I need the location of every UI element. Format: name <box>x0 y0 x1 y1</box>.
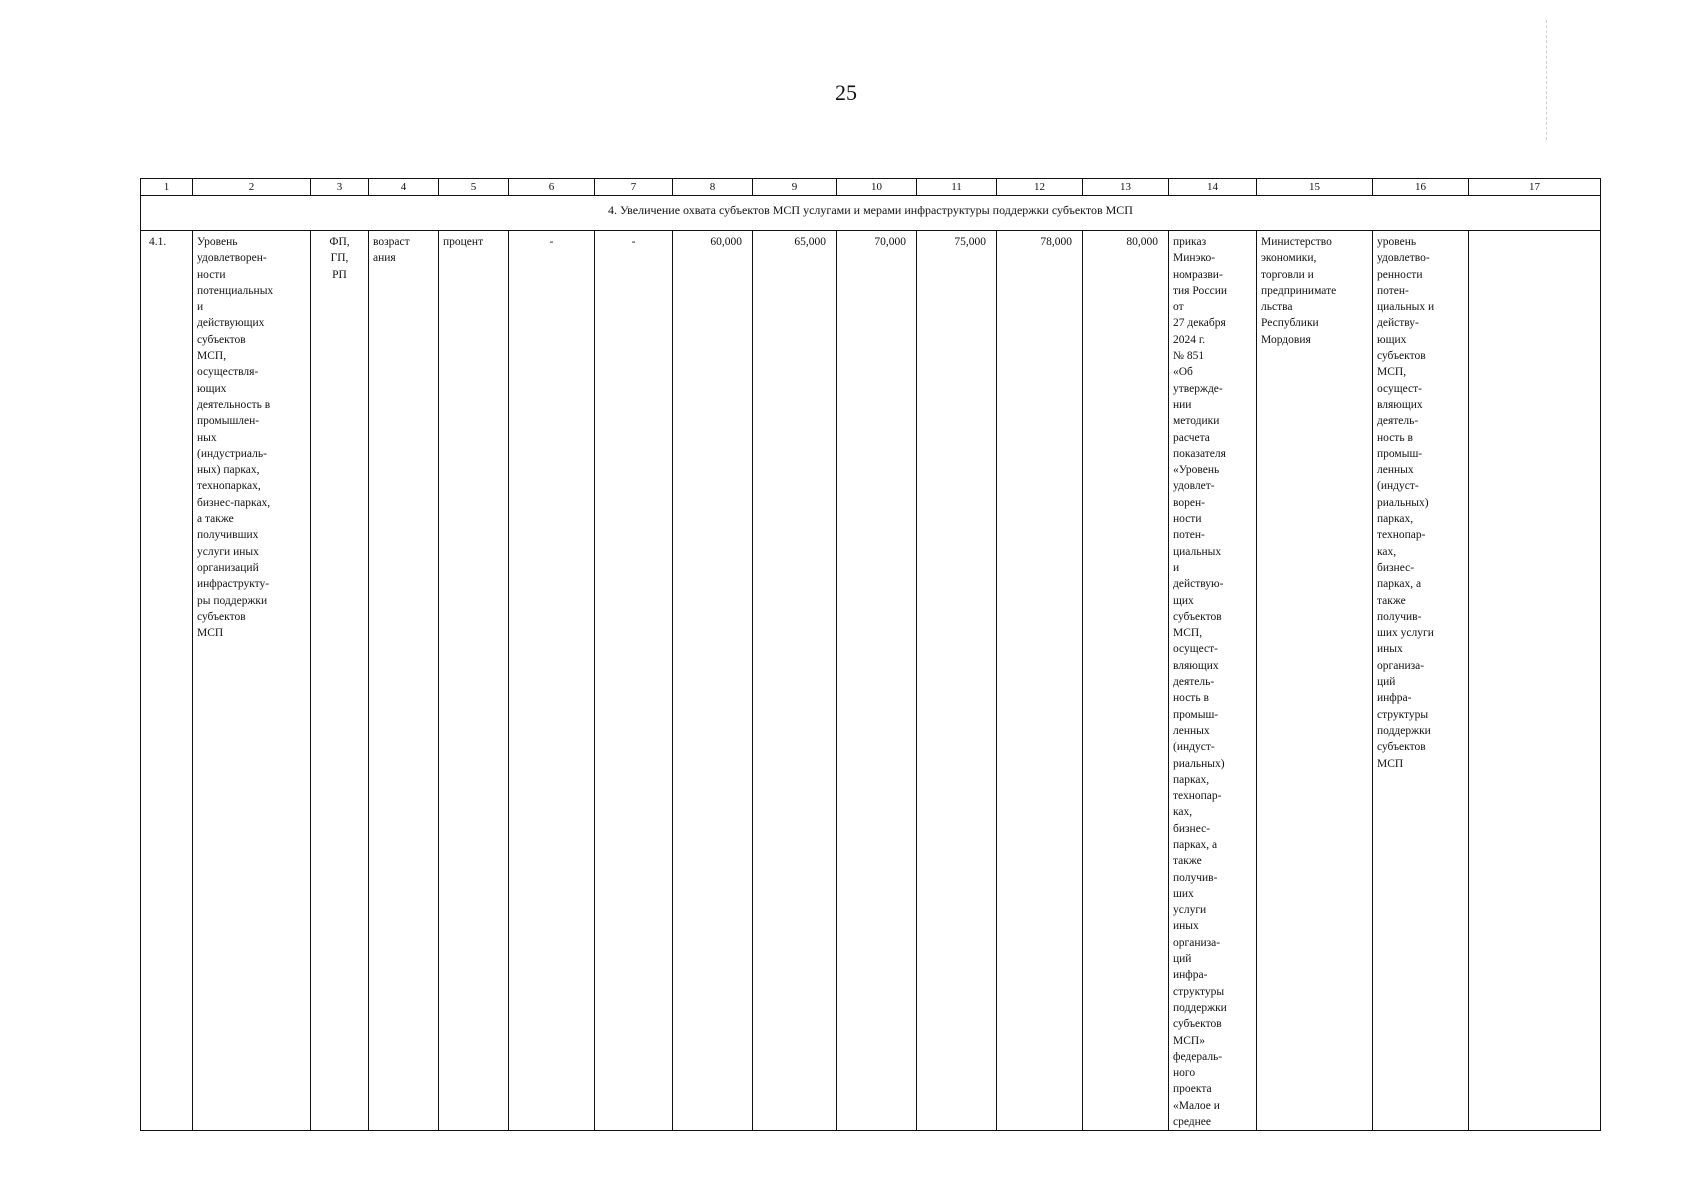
value-col-8: 60,000 <box>673 231 753 1131</box>
column-number: 2 <box>193 179 311 196</box>
column-number: 8 <box>673 179 753 196</box>
unit-of-measure: процент <box>439 231 509 1131</box>
column-number: 3 <box>311 179 369 196</box>
column-number: 16 <box>1373 179 1469 196</box>
row-number: 4.1. <box>141 231 193 1131</box>
base-value: - <box>509 231 595 1131</box>
value-col-9: 65,000 <box>753 231 837 1131</box>
methodology-document: приказ Минэко- номразви- тия России от 27 декабря 2024 г. № 851 «Об утвержде- нии методики расчета показателя «Уровень удовлет- ворен- ности потен- циальных и действую- щих субъектов МСП, осущест- вляющих деятель- ность в промыш- ленных (индуст- риальных) парках, технопар- ках, бизнес- парках, а также получив- ших услуги иных организа- ций инфра- структуры поддержки субъектов МСП» федераль- ного проекта «Малое и среднее <box>1169 231 1257 1131</box>
page-number: 25 <box>835 80 857 105</box>
column-number: 7 <box>595 179 673 196</box>
section-title: 4. Увеличение охвата субъектов МСП услугами и мерами инфраструктуры поддержки субъектов МСП <box>141 196 1601 231</box>
column-number: 12 <box>997 179 1083 196</box>
column-number: 6 <box>509 179 595 196</box>
column-number: 11 <box>917 179 997 196</box>
indicators-table <box>140 178 1601 1131</box>
table-row <box>141 231 1601 1131</box>
indicator-level: ФП, ГП, РП <box>311 231 369 1131</box>
value-col-13: 80,000 <box>1083 231 1169 1131</box>
column-number: 10 <box>837 179 917 196</box>
column-number: 15 <box>1257 179 1373 196</box>
section-row <box>141 196 1601 231</box>
column-number: 1 <box>141 179 193 196</box>
indicator-name: Уровень удовлетворен- ности потенциальных и действующих субъектов МСП, осуществля- ющих деятельность в промышлен- ных (индустриаль- ных) парках, технопарках, бизнес-парках, а также получивших услуги иных организаций инфраструкту- ры поддержки субъектов МСП <box>193 231 311 1131</box>
scan-edge-mark <box>1546 20 1547 140</box>
column-number: 13 <box>1083 179 1169 196</box>
column-number: 5 <box>439 179 509 196</box>
column-number: 4 <box>369 179 439 196</box>
value-col-12: 78,000 <box>997 231 1083 1131</box>
column-number: 14 <box>1169 179 1257 196</box>
value-col-10: 70,000 <box>837 231 917 1131</box>
linked-indicator: уровень удовлетво- ренности потен- циальных и действу- ющих субъектов МСП, осущест- вляющих деятель- ность в промыш- ленных (индуст- риальных) парках, технопар- ках, бизнес- парках, а также получив- ших услуги иных организа- ций инфра- структуры поддержки субъектов МСП <box>1373 231 1469 1131</box>
indicator-trend: возраст ания <box>369 231 439 1131</box>
column-number: 17 <box>1469 179 1601 196</box>
base-year: - <box>595 231 673 1131</box>
responsible-body: Министерство экономики, торговли и предпринимате льства Республики Мордовия <box>1257 231 1373 1131</box>
column-numbers-row <box>141 179 1601 196</box>
column-17-cell <box>1469 231 1601 1131</box>
column-number: 9 <box>753 179 837 196</box>
value-col-11: 75,000 <box>917 231 997 1131</box>
